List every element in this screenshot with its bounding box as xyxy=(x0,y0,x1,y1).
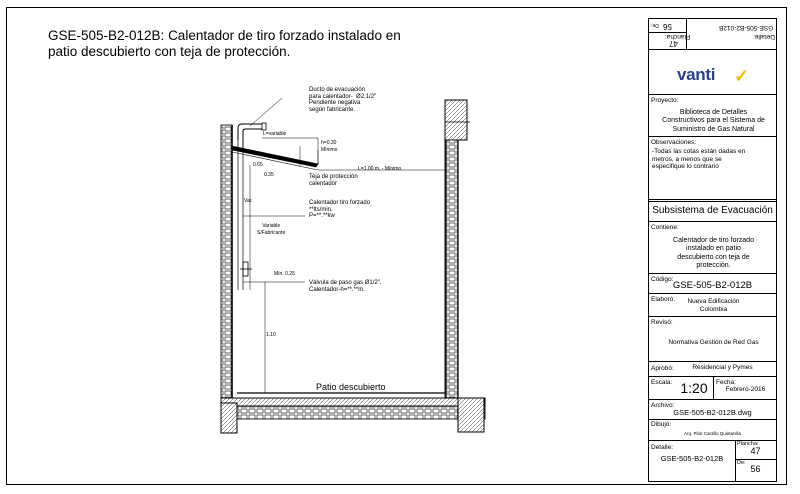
heater-label: Calentador tiro forzado **lts/min. P=**.**kw xyxy=(309,200,371,219)
aprobo-caption: Aprobó: xyxy=(651,365,674,372)
tile-height-label: h=0.30 Mínimo xyxy=(321,140,338,153)
aprobo-text: Residencial y Pymes xyxy=(692,364,753,371)
archivo-value: GSE-505-B2-012B.dwg xyxy=(673,408,752,417)
floor-slab xyxy=(221,393,485,433)
protective-tile xyxy=(232,146,318,170)
duct-label: Ducto de evacuación para calentador- Ø2.1/2" Pendiente negativa según fabricante. xyxy=(309,87,377,113)
detalle-value: GSE-505-B2-012B xyxy=(660,454,724,463)
check-icon: ✓ xyxy=(734,66,750,86)
proyecto-text: Biblioteca de Detalles Constructivos para el Sistema de Suministro de Gas Natural xyxy=(662,109,765,133)
detalle-value-rotated: GSE-505-B2-012B xyxy=(718,24,773,31)
min-distance-label: L=1.00 m. - Mínimo xyxy=(358,166,402,172)
archivo-caption: Archivo: xyxy=(651,402,675,409)
de-value: 56 xyxy=(750,464,761,474)
left-wall xyxy=(221,125,232,403)
dimension-110: 1.10 xyxy=(266,332,276,338)
de-value-rotated: 56 xyxy=(663,22,672,31)
dibujo-value: Arq. Pilar Castillo Quintanilla xyxy=(683,431,742,436)
dimension-lines xyxy=(243,98,445,393)
reviso-text: Normativa Gestión de Red Gas xyxy=(668,339,759,346)
de-caption: De: xyxy=(737,460,746,466)
escala-value: 1:20 xyxy=(680,380,708,396)
codigo-value: GSE-505-B2-012B xyxy=(672,280,753,291)
sheet-title: GSE-505-B2-012B: Calentador de tiro forzado instalado en patio descubierto con teja de protección. xyxy=(48,28,401,59)
elaboro-text: Nueva Edificación Colombia xyxy=(687,298,740,313)
subsistema-text: Subsistema de Evacuación xyxy=(652,205,773,216)
var-label: Var. xyxy=(244,198,253,204)
valve-label: Válvula de paso gas Ø1/2". Calentador-h=**.**m. xyxy=(309,280,382,293)
title-block xyxy=(648,18,777,482)
de-caption-rotated: De: xyxy=(651,22,659,28)
detalle-caption: Detalle: xyxy=(651,444,674,451)
observaciones-caption: Observaciones: xyxy=(651,139,697,146)
reviso-caption: Revisó: xyxy=(651,319,673,326)
tile-label: Teja de protección calentador xyxy=(309,174,358,187)
fecha-value: Febrero-2016 xyxy=(725,386,766,393)
dibujo-caption: Dibujó: xyxy=(651,421,672,428)
duct-length-label: L=variable xyxy=(263,131,287,137)
dimension-065: 0.65 xyxy=(253,162,263,168)
dimension-035: 0.35 xyxy=(264,172,274,178)
contiene-text: Calentador de tiro forzado instalado en patio descubierto con teja de protección. xyxy=(673,237,754,270)
proyecto-caption: Proyecto: xyxy=(651,97,679,104)
variable-manufacturer-label: Variable S/Fabricante xyxy=(257,223,286,236)
contiene-caption: Contiene: xyxy=(651,224,679,231)
fecha-caption: Fecha: xyxy=(716,379,736,386)
codigo-caption: Código: xyxy=(651,276,674,283)
detalle-caption-rotated: Detalle: xyxy=(752,33,775,40)
vanti-logo: vanti xyxy=(677,65,716,84)
logo-area xyxy=(649,50,776,94)
min-025-label: Mín. 0.25 xyxy=(274,271,295,277)
observaciones-text: -Todas las cotas están dadas en metros, a menos que se especifique lo contrario xyxy=(652,148,746,171)
escala-caption: Escala: xyxy=(651,379,673,386)
plancha-caption-rotated: Plancha: xyxy=(665,33,691,40)
elaboro-caption: Elaboró: xyxy=(651,296,676,303)
patio-label: Patio descubierto xyxy=(316,382,386,392)
plancha-value-rotated: 47 xyxy=(669,39,678,48)
plancha-value: 47 xyxy=(750,446,761,456)
plancha-caption: Plancha: xyxy=(737,441,759,447)
right-wall xyxy=(445,100,467,402)
